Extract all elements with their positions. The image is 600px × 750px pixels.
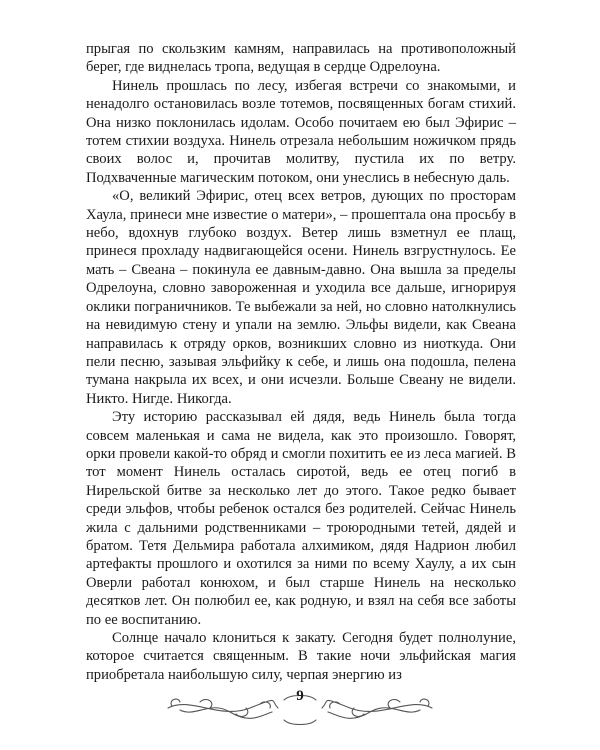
page-text xyxy=(86,40,516,684)
paragraph-2: Нинель прошлась по лесу, избегая встречи со знакомыми, и ненадолго остановилась возле тотемов, посвященных богам стихий. Она низко поклонилась идолам. Особо почитаем ею был Эфирис – тотем стихии воздуха. Нинель отрезала небольшим ножичком прядь своих волос и, прочитав молитву, пустила их по ветру. Подхваченные магическим потоком, они унеслись в небесную даль. xyxy=(86,77,516,186)
paragraph-4: Эту историю рассказывал ей дядя, ведь Нинель была тогда совсем маленькая и сама не видела, как это произошло. Говорят, орки провели какой-то обряд и смогли похитить ее из леса магией. В тот момент Нинель осталась сиротой, ведь ее отец погиб в Нирельской битве за несколько лет до этого. Такое редко бывает среди эльфов, чтобы ребенок остался без родителей. Сейчас Нинель жила с дальними родственниками – троюродными тетей, дядей и братом. Тетя Дельмира работала алхимиком, дядя Надрион любил артефакты прошлого и охотился за ними по всему Хаулу, а их сын Оверли работал конюхом, и был старше Нинель на несколько десятков лет. Он полюбил ее, как родную, и взял на себя все заботы по ее воспитанию. xyxy=(86,409,516,628)
paragraph-3: «О, великий Эфирис, отец всех ветров, дующих по просторам Хаула, принеси мне известие о матери», – прошептала она просьбу в небо, вдохнув глубоко воздух. Ветер лишь взметнул ее плащ, принеся прохладу надвигающейся осени. Нинель взгрустнулось. Ее мать – Свеана – покинула ее давным-давно. Она вышла за пределы Одрелоуна, словно завороженная и уходила все дальше, игнорируя оклики пограничников. Те выбежали за ней, но словно натолкнулись на невидимую стену и упали на землю. Эльфы видели, как Свеана направилась к отряду орков, возникших словно из ниоткуда. Они пели песню, зазывая эльфийку к себе, и лишь она подошла, пелена тумана накрыла их всех, и они исчезли. Больше Свеану не видели. Никто. Нигде. Никогда. xyxy=(86,188,516,407)
page-number: 9 xyxy=(296,688,304,704)
paragraph-5: Солнце начало клониться к закату. Сегодня будет полнолуние, которое считается священным. В такие ночи эльфийская магия приобретала наибольшую силу, черпая энергию из xyxy=(86,630,516,683)
paragraph-1: прыгая по скользким камням, направилась на противоположный берег, где виднелась тропа, ведущая в сердце Одрелоуна. xyxy=(86,41,516,76)
